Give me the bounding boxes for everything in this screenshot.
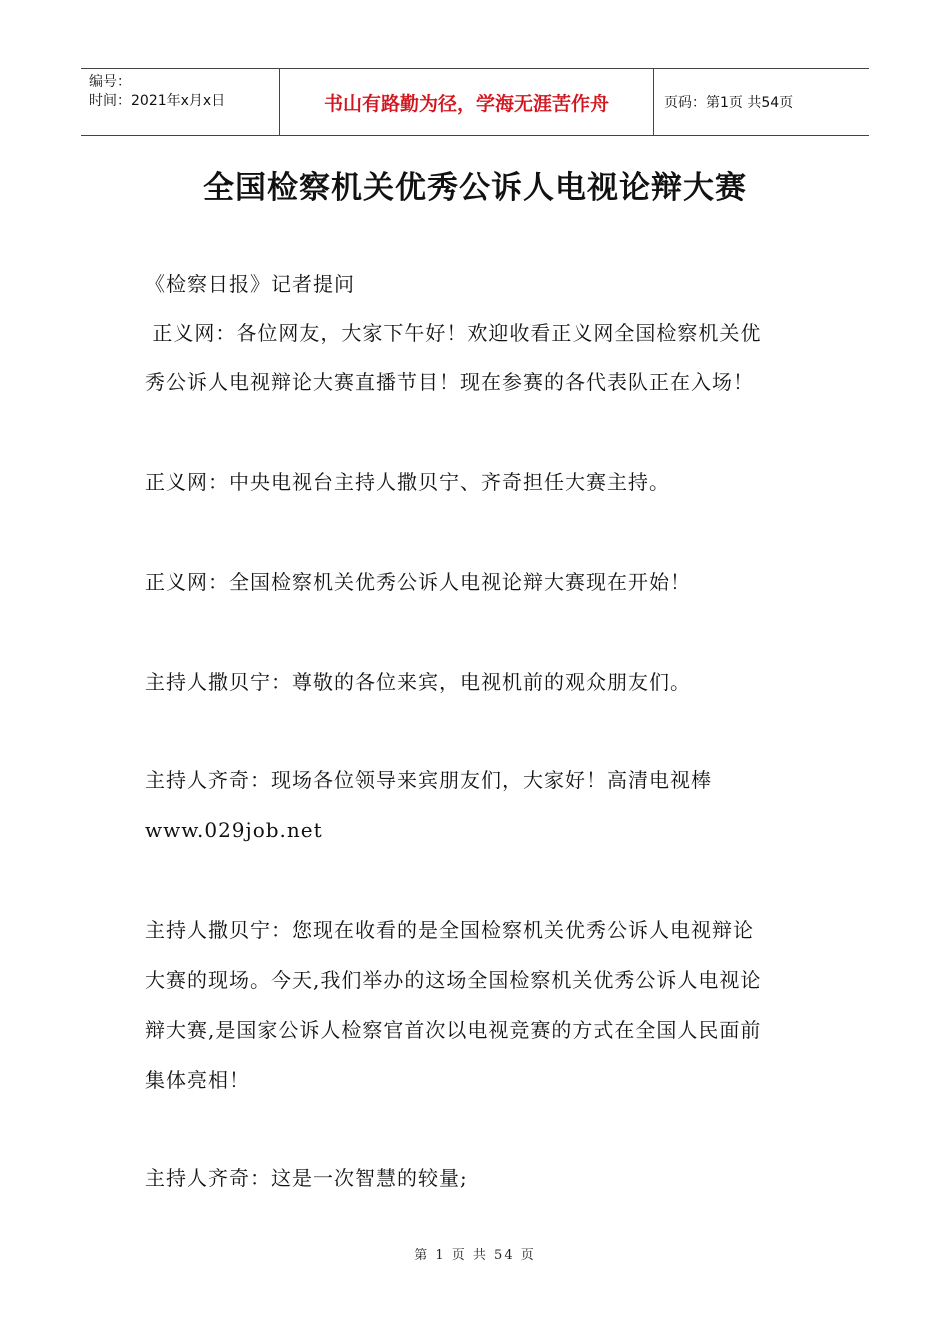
paragraph-line: 《检察日报》记者提问 (145, 272, 355, 296)
number-label: 编号： (89, 74, 131, 90)
paragraph-line: 正义网：中央电视台主持人撒贝宁、齐奇担任大赛主持。 (145, 470, 670, 494)
paragraph-line: 正义网：全国检察机关优秀公诉人电视论辩大赛现在开始！ (145, 570, 691, 594)
document-title: 全国检察机关优秀公诉人电视论辩大赛 (203, 170, 747, 206)
header-info-cell (81, 69, 280, 135)
paragraph-line: 主持人撒贝宁：尊敬的各位来宾，电视机前的观众朋友们。 (145, 670, 691, 694)
page-footer: 第 1 页 共 54 页 (414, 1248, 536, 1263)
paragraph-line: 正义网：各位网友，大家下午好！欢迎收看正义网全国检察机关优 (145, 321, 762, 345)
paragraph-line: 大赛的现场。今天,我们举办的这场全国检察机关优秀公诉人电视论 (145, 968, 762, 992)
paragraph-line: 主持人齐奇：这是一次智慧的较量; (145, 1166, 468, 1190)
document-header (81, 68, 869, 136)
paragraph-line: www.029job.net (145, 818, 323, 842)
header-motto: 书山有路勤为径，学海无涯苦作舟 (280, 69, 654, 135)
paragraph-line: 主持人齐奇：现场各位领导来宾朋友们，大家好！高清电视棒 (145, 768, 712, 792)
paragraph-line: 辩大赛,是国家公诉人检察官首次以电视竞赛的方式在全国人民面前 (145, 1018, 762, 1042)
time-label: 时间：2021年x月x日 (89, 93, 226, 109)
header-page-code: 页码：第1页 共54页 (664, 95, 794, 111)
paragraph-line: 集体亮相！ (145, 1068, 250, 1092)
paragraph-line: 秀公诉人电视辩论大赛直播节目！现在参赛的各代表队正在入场！ (145, 370, 754, 394)
paragraph-line: 主持人撒贝宁：您现在收看的是全国检察机关优秀公诉人电视辩论 (145, 918, 754, 942)
